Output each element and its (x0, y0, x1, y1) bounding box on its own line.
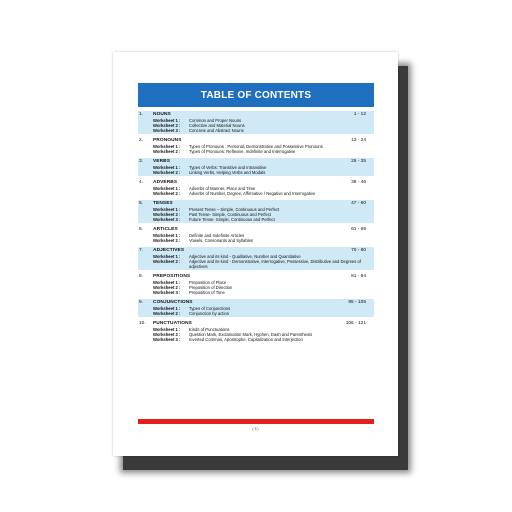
section-pages: 106 - 121 (345, 321, 366, 326)
section-pages: 47 - 60 (351, 201, 366, 206)
worksheet-label: Worksheet 2 : (153, 332, 181, 337)
worksheet-text: Inverted Commas, Apostrophe, Capitalization and Interjection (189, 337, 303, 342)
section-title: PUNCTUATIONS (153, 321, 192, 326)
worksheet-label: Worksheet 2 : (153, 238, 181, 243)
section-number: 8. (139, 274, 144, 279)
worksheet-text: Future Tense- Simple, Continuous and Perfect (189, 217, 275, 222)
toc-section (138, 158, 374, 176)
toc-section (138, 247, 374, 270)
page-number: ( 3 ) (252, 427, 259, 431)
section-pages: 13 - 24 (351, 138, 366, 143)
worksheet-text: Linking Verbs, Helping Verbs and Modals (189, 170, 266, 175)
worksheet-row (153, 217, 374, 222)
worksheet-row (153, 259, 374, 269)
worksheet-text: Past Tense- Simple, Continuous and Perfect (189, 212, 272, 217)
worksheet-text: Types of Pronouns : Personal, Demonstrative and Possessive Pronouns (189, 144, 323, 149)
worksheet-label: Worksheet 2 : (153, 191, 181, 196)
section-title: TENSES (153, 201, 173, 206)
toc-list (138, 111, 374, 346)
worksheet-label: Worksheet 1 : (153, 186, 181, 191)
worksheet-text: Common and Proper Nouns (189, 118, 242, 123)
section-title: ARTICLES (153, 227, 178, 232)
worksheet-text: Kinds of Punctuations (189, 327, 230, 332)
worksheet-text: Vowels, Consonants and Syllables (189, 238, 254, 243)
worksheet-row (153, 311, 374, 316)
section-number: 4. (139, 180, 144, 185)
section-number: 9. (139, 300, 144, 305)
worksheet-label: Worksheet 1 : (153, 118, 181, 123)
worksheet-row (153, 290, 374, 295)
section-pages: 81 - 94 (351, 274, 366, 279)
worksheet-label: Worksheet 2 : (153, 285, 181, 290)
section-number: 6. (139, 227, 144, 232)
worksheet-text: Adjective and its kind - Demonstrative, Interrogative, Possessive, Distributive and Degrees of adjectives (189, 259, 361, 269)
worksheet-row (153, 337, 374, 342)
section-pages: 70 - 80 (351, 248, 366, 253)
section-number: 3. (139, 159, 144, 164)
toc-title: TABLE OF CONTENTS (200, 89, 312, 101)
toc-section (138, 273, 374, 296)
section-pages: 25 - 35 (351, 159, 366, 164)
document-page (113, 52, 398, 456)
worksheet-text: Types of Verbs: Transitive and Intransitive (189, 165, 267, 170)
worksheet-label: Worksheet 1 : (153, 233, 181, 238)
worksheet-label: Worksheet 2 : (153, 212, 181, 217)
section-title: NOUNS (153, 112, 171, 117)
worksheet-label: Worksheet 1 : (153, 254, 181, 259)
worksheet-label: Worksheet 1 : (153, 280, 181, 285)
section-number: 1. (139, 112, 144, 117)
worksheet-label: Worksheet 1 : (153, 327, 181, 332)
worksheet-text: Preposition of Time (189, 290, 225, 295)
worksheet-label: Worksheet 3 : (153, 337, 181, 342)
worksheet-text: Adjective and its kind - Qualitative, Number and Quantitative (189, 254, 301, 259)
worksheet-row (153, 238, 374, 243)
worksheet-label: Worksheet 1 : (153, 207, 181, 212)
section-title: PREPOSITIONS (153, 274, 191, 279)
worksheet-text: Conjunction by action (189, 311, 230, 316)
toc-section (138, 320, 374, 343)
worksheet-label: Worksheet 3 : (153, 217, 181, 222)
section-title: CONJUNCTIONS (153, 300, 193, 305)
worksheet-text: Present Tense – Simple, Continuous and Perfect (189, 207, 280, 212)
toc-section (138, 200, 374, 223)
worksheet-row (153, 149, 374, 154)
section-pages: 61 - 69 (351, 227, 366, 232)
section-number: 2. (139, 138, 144, 143)
section-title: PRONOUNS (153, 138, 182, 143)
section-pages: 1 - 12 (353, 112, 366, 117)
worksheet-row (153, 191, 374, 196)
worksheet-text: Definite and Indefinite Articles (189, 233, 245, 238)
worksheet-label: Worksheet 1 : (153, 144, 181, 149)
worksheet-text: Adverbs of Manner, Place and Time (189, 186, 256, 191)
worksheet-text: Types of Conjunctions (189, 306, 231, 311)
section-number: 10. (139, 321, 146, 326)
worksheet-row (153, 170, 374, 175)
worksheet-label: Worksheet 2 : (153, 311, 181, 316)
worksheet-label: Worksheet 1 : (153, 165, 181, 170)
section-pages: 36 - 46 (351, 180, 366, 185)
worksheet-label: Worksheet 2 : (153, 149, 181, 154)
worksheet-text: Preposition of Direction (189, 285, 233, 290)
worksheet-text: Collective and Material Nouns (189, 123, 245, 128)
toc-section (138, 111, 374, 134)
toc-section (138, 137, 374, 155)
worksheet-label: Worksheet 3 : (153, 290, 181, 295)
section-pages: 95 - 105 (348, 300, 366, 305)
toc-section (138, 179, 374, 197)
worksheet-label: Worksheet 2 : (153, 123, 181, 128)
worksheet-text: Types of Pronouns: Reflexive, Indefinite and Interrogative (189, 149, 296, 154)
toc-header (138, 83, 374, 107)
worksheet-label: Worksheet 3 : (153, 128, 181, 133)
worksheet-text: Preposition of Place (189, 280, 227, 285)
toc-section (138, 226, 374, 244)
section-title: ADJECTIVES (153, 248, 185, 253)
section-number: 7. (139, 248, 144, 253)
section-title: ADVERBS (153, 180, 178, 185)
worksheet-text: Question Mark, Exclamation Mark, Hyphen, Dash and Parenthesis (189, 332, 313, 337)
worksheet-text: Concrete and Abstract Nouns (189, 128, 244, 133)
worksheet-label: Worksheet 2 : (153, 259, 181, 264)
section-number: 5. (139, 201, 144, 206)
footer-bar (138, 419, 374, 424)
worksheet-row (153, 128, 374, 133)
section-title: VERBS (153, 159, 171, 164)
worksheet-label: Worksheet 1 : (153, 306, 181, 311)
toc-section (138, 299, 374, 317)
worksheet-label: Worksheet 2 : (153, 170, 181, 175)
worksheet-text: Adverbs of Number, Degree, Affirmative / Negative and Interrogative (189, 191, 316, 196)
